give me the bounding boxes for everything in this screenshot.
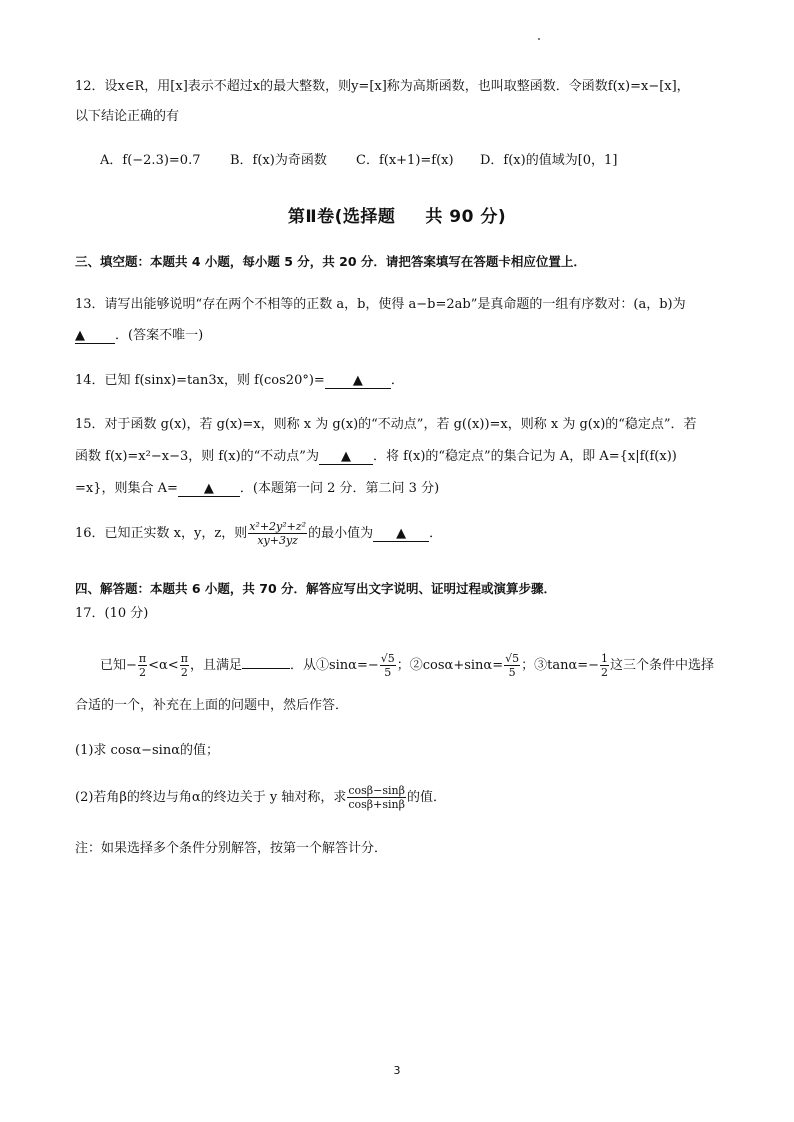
q12-options xyxy=(100,152,617,170)
q17-part1: (1)求 cosα−sinα的值； xyxy=(75,743,219,758)
q17-part2-tail: 的值． xyxy=(406,790,446,805)
scan-dot xyxy=(538,38,540,40)
q17-frac-two-a: 2 xyxy=(139,666,147,679)
q12-option-b: B．f(x)为奇函数 xyxy=(230,153,327,168)
q15-line3 xyxy=(75,480,439,498)
part3-header: 三、填空题：本题共 4 小题，每小题 5 分，共 20 分．请把答案填写在答题卡相应位置上． xyxy=(75,254,586,269)
q16-answer-blank[interactable]: ▲ xyxy=(373,527,429,542)
q15-answer-blank-2[interactable]: ▲ xyxy=(178,482,240,497)
q17-part2-denominator: cosβ+sinβ xyxy=(348,798,405,811)
q16-head: 16．已知正实数 x，y，z，则 xyxy=(75,526,248,541)
page-number: 3 xyxy=(393,1064,401,1077)
q14-line xyxy=(75,372,404,390)
q17-line2: 合适的一个，补充在上面的问题中，然后作答． xyxy=(75,698,349,713)
q17-frac-two-b: 2 xyxy=(180,666,188,679)
q17-five-b: 5 xyxy=(508,666,516,679)
q12-line2: 以下结论正确的有 xyxy=(75,109,180,124)
q12-option-a: A．f(−2.3)=0.7 xyxy=(100,153,201,168)
q17-note: 注：如果选择多个条件分别解答，按第一个解答计分． xyxy=(75,841,388,856)
q12-option-d: D．f(x)的值域为[0，1] xyxy=(480,153,618,168)
q13-line2 xyxy=(75,327,203,345)
q17-condition-blank[interactable] xyxy=(242,668,290,669)
q15-answer-blank-1[interactable]: ▲ xyxy=(319,450,373,465)
q16-fraction xyxy=(248,520,307,547)
q15-line2-tail: ．将 f(x)的“稳定点”的集合记为 A，即 A={x|f(f(x)) xyxy=(372,449,677,464)
q14-tail: ． xyxy=(390,373,404,388)
q17-line1 xyxy=(100,650,714,682)
q17-part2-fraction xyxy=(347,784,406,811)
q17-part2-head: (2)若角β的终边与角α的终边关于 y 轴对称，求 xyxy=(75,790,347,805)
part4-header: 四、解答题：本题共 6 小题，共 70 分．解答应写出文字说明、证明过程或演算步骤． xyxy=(75,581,557,596)
q17-five-a: 5 xyxy=(384,666,392,679)
q15-line1: 15．对于函数 g(x)，若 g(x)=x，则称 x 为 g(x)的“不动点”，若 g((x))=x，则称 x 为 g(x)的“稳定点”．若 xyxy=(75,417,697,432)
q17-lt-alpha-lt: <α< xyxy=(148,658,179,673)
q17-cond: ，且满足 xyxy=(189,658,242,673)
section-2-title xyxy=(0,202,794,227)
section-2-title-a: 第Ⅱ卷(选择题 xyxy=(287,207,396,227)
q17-tail: 这三个条件中选择 xyxy=(610,658,715,673)
q15-line3-head: =x}，则集合 A= xyxy=(75,481,178,496)
q14-head: 14．已知 f(sinx)=tan3x，则 f(cos20°)= xyxy=(75,373,325,388)
q12-line1: 12．设x∈R，用[x]表示不超过x的最大整数，则y=[x]称为高斯函数，也叫取整函数．令函数f(x)=x−[x]， xyxy=(75,79,690,94)
q13-answer-blank[interactable]: ▲ xyxy=(75,329,115,344)
q16-mid: 的最小值为 xyxy=(308,526,374,541)
q16-line xyxy=(75,518,442,550)
q17-pre: 已知− xyxy=(100,658,137,673)
q15-line3-tail: ．(本题第一问 2 分．第二问 3 分) xyxy=(239,481,440,496)
q17-from: ．从①sinα=− xyxy=(289,658,379,673)
q17-two-c: 2 xyxy=(601,666,609,679)
q17-title: 17．(10 分) xyxy=(75,606,149,621)
q17-frac-sqrt5-over-5-a xyxy=(380,652,396,679)
q16-fraction-denominator: xy+3yz xyxy=(257,534,298,547)
q17-frac-pi-over-2-a xyxy=(138,652,147,679)
q17-one: 1 xyxy=(601,652,609,665)
q17-part2 xyxy=(75,782,446,814)
q15-line2-head: 函数 f(x)=x²−x−3，则 f(x)的“不动点”为 xyxy=(75,449,319,464)
q17-sqrt5-b: √5 xyxy=(505,652,520,665)
q16-tail: ． xyxy=(429,526,443,541)
q12-option-c: C．f(x+1)=f(x) xyxy=(356,153,454,168)
q17-c3: ；③tanα=− xyxy=(521,658,600,673)
q13-line2-tail: ．(答案不唯一) xyxy=(115,328,204,343)
q17-part2-numerator: cosβ−sinβ xyxy=(348,784,405,797)
q17-sqrt5-a: √5 xyxy=(380,652,395,665)
q17-frac-pi-b: π xyxy=(180,652,188,665)
q17-frac-pi-a: π xyxy=(138,652,147,665)
q17-frac-pi-over-2-b xyxy=(180,652,189,679)
q14-answer-blank[interactable]: ▲ xyxy=(325,374,391,389)
q17-frac-sqrt5-over-5-b xyxy=(504,652,520,679)
q16-fraction-numerator: x²+2y²+z² xyxy=(249,520,307,533)
q17-c2: ；②cosα+sinα= xyxy=(396,658,504,673)
q15-line2 xyxy=(75,448,677,466)
q13-line1: 13．请写出能够说明“存在两个不相等的正数 a，b，使得 a−b=2ab”是真命题的一组有序数对：(a，b)为 xyxy=(75,297,686,312)
q17-frac-one-half xyxy=(600,652,609,679)
section-2-title-b: 共 90 分) xyxy=(425,207,507,227)
